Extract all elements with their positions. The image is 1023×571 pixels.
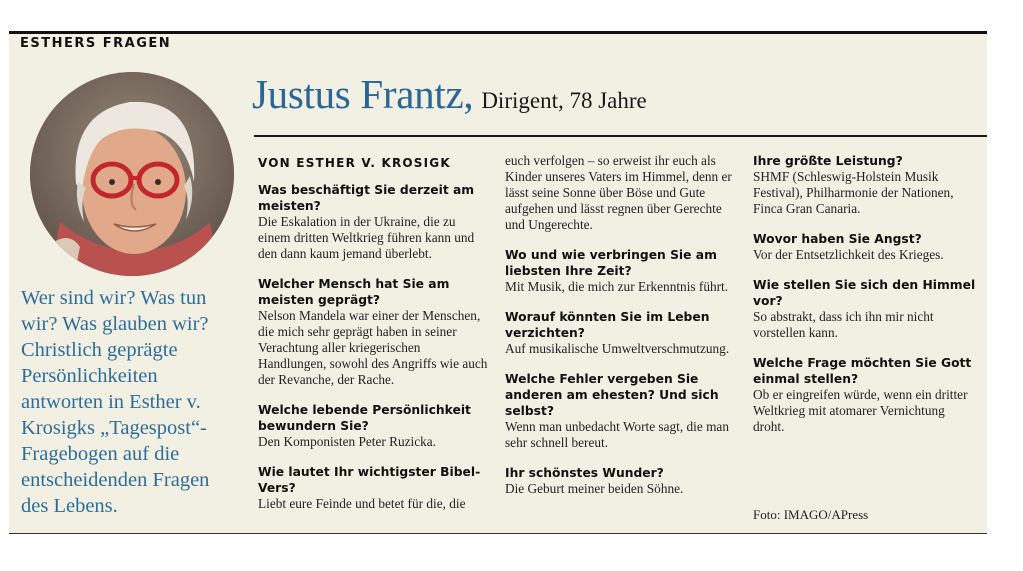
photo-credit: Foto: IMAGO/APress bbox=[753, 507, 869, 522]
column-3 bbox=[753, 153, 978, 435]
answer: Ob er eingreifen würde, wenn ein dritter Weltkrieg mit atomarer Vernichtung droht. bbox=[753, 387, 968, 434]
answer: SHMF (Schleswig-Holstein Musik Festival), Philharmonie der Nationen, Finca Gran Canaria. bbox=[753, 169, 954, 216]
qa-item bbox=[753, 231, 978, 263]
qa-item bbox=[258, 464, 490, 512]
qa-item bbox=[258, 182, 490, 262]
intro-text: Wer sind wir? Was tun wir? Was glauben wir? Christlich geprägte Persönlichkeiten antworten in Esther v. Krosigks „Tagespost“-Fragebogen auf die entscheidenden Fragen des Lebens. bbox=[21, 287, 210, 517]
qa-item bbox=[505, 309, 737, 357]
question: Wie lautet Ihr wichtigster Bibel-Vers? bbox=[258, 465, 481, 495]
column-2 bbox=[505, 153, 737, 497]
question: Was beschäftigt Sie derzeit am meisten? bbox=[258, 183, 475, 213]
answer: Den Komponisten Peter Ruzicka. bbox=[258, 434, 436, 449]
answer: Nelson Mandela war einer der Menschen, die mich sehr geprägt haben in seiner Verachtung aller kriegerischen Handlungen, sowohl des Angriffs wie auch der Revanche, der Rache. bbox=[258, 308, 488, 387]
qa-item bbox=[505, 153, 737, 233]
answer: Mit Musik, die mich zur Erkenntnis führt. bbox=[505, 279, 729, 294]
answer: So abstrakt, dass ich ihn mir nicht vorstellen kann. bbox=[753, 309, 934, 340]
question: Ihre größte Leistung? bbox=[753, 154, 903, 168]
question: Wo und wie verbringen Sie am liebsten Ihre Zeit? bbox=[505, 248, 717, 278]
answer: Auf musikalische Umweltverschmutzung. bbox=[505, 341, 730, 356]
column-1 bbox=[258, 153, 490, 512]
answer: Wenn man unbedacht Worte sagt, die man sehr schnell bereut. bbox=[505, 419, 729, 450]
answer: euch verfolgen – so erweist ihr euch als Kinder unseres Vaters im Himmel, denn er lässt seine Sonne über Böse und Gute aufgehen und lässt regnen über Gerechte und Ungerechte. bbox=[505, 153, 732, 232]
answer: Liebt eure Feinde und betet für die, die bbox=[258, 496, 466, 511]
qa-item bbox=[753, 153, 978, 217]
title-divider bbox=[254, 135, 987, 137]
qa-item bbox=[505, 371, 737, 451]
question: Wovor haben Sie Angst? bbox=[753, 232, 922, 246]
qa-item bbox=[505, 465, 737, 497]
question: Ihr schönstes Wunder? bbox=[505, 466, 664, 480]
qa-item bbox=[505, 247, 737, 295]
qa-item bbox=[753, 355, 978, 435]
answer: Vor der Entsetzlichkeit des Krieges. bbox=[753, 247, 944, 262]
answer: Die Eskalation in der Ukraine, die zu einem dritten Weltkrieg führen kann und den dann kaum jemand überlebt. bbox=[258, 214, 475, 261]
qa-item bbox=[753, 277, 978, 341]
qa-item bbox=[258, 276, 490, 388]
question: Welche Fehler vergeben Sie anderen am ehesten? Und sich selbst? bbox=[505, 372, 719, 418]
portrait-photo bbox=[30, 72, 234, 276]
question: Worauf könnten Sie im Leben verzichten? bbox=[505, 310, 710, 340]
question: Wie stellen Sie sich den Himmel vor? bbox=[753, 278, 976, 308]
interviewee-role: Dirigent, 78 Jahre bbox=[481, 88, 647, 113]
question: Welcher Mensch hat Sie am meisten geprägt? bbox=[258, 277, 450, 307]
answer: Die Geburt meiner beiden Söhne. bbox=[505, 481, 684, 496]
interviewee-name: Justus Frantz, bbox=[252, 71, 474, 117]
section-label: ESTHERS FRAGEN bbox=[20, 36, 172, 51]
qa-item bbox=[258, 402, 490, 450]
question: Welche lebende Persönlichkeit bewundern Sie? bbox=[258, 403, 471, 433]
portrait-illustration bbox=[30, 72, 234, 276]
question: Welche Frage möchten Sie Gott einmal stellen? bbox=[753, 356, 972, 386]
page-title bbox=[252, 70, 647, 118]
byline: VON ESTHER V. KROSIGK bbox=[258, 156, 451, 170]
